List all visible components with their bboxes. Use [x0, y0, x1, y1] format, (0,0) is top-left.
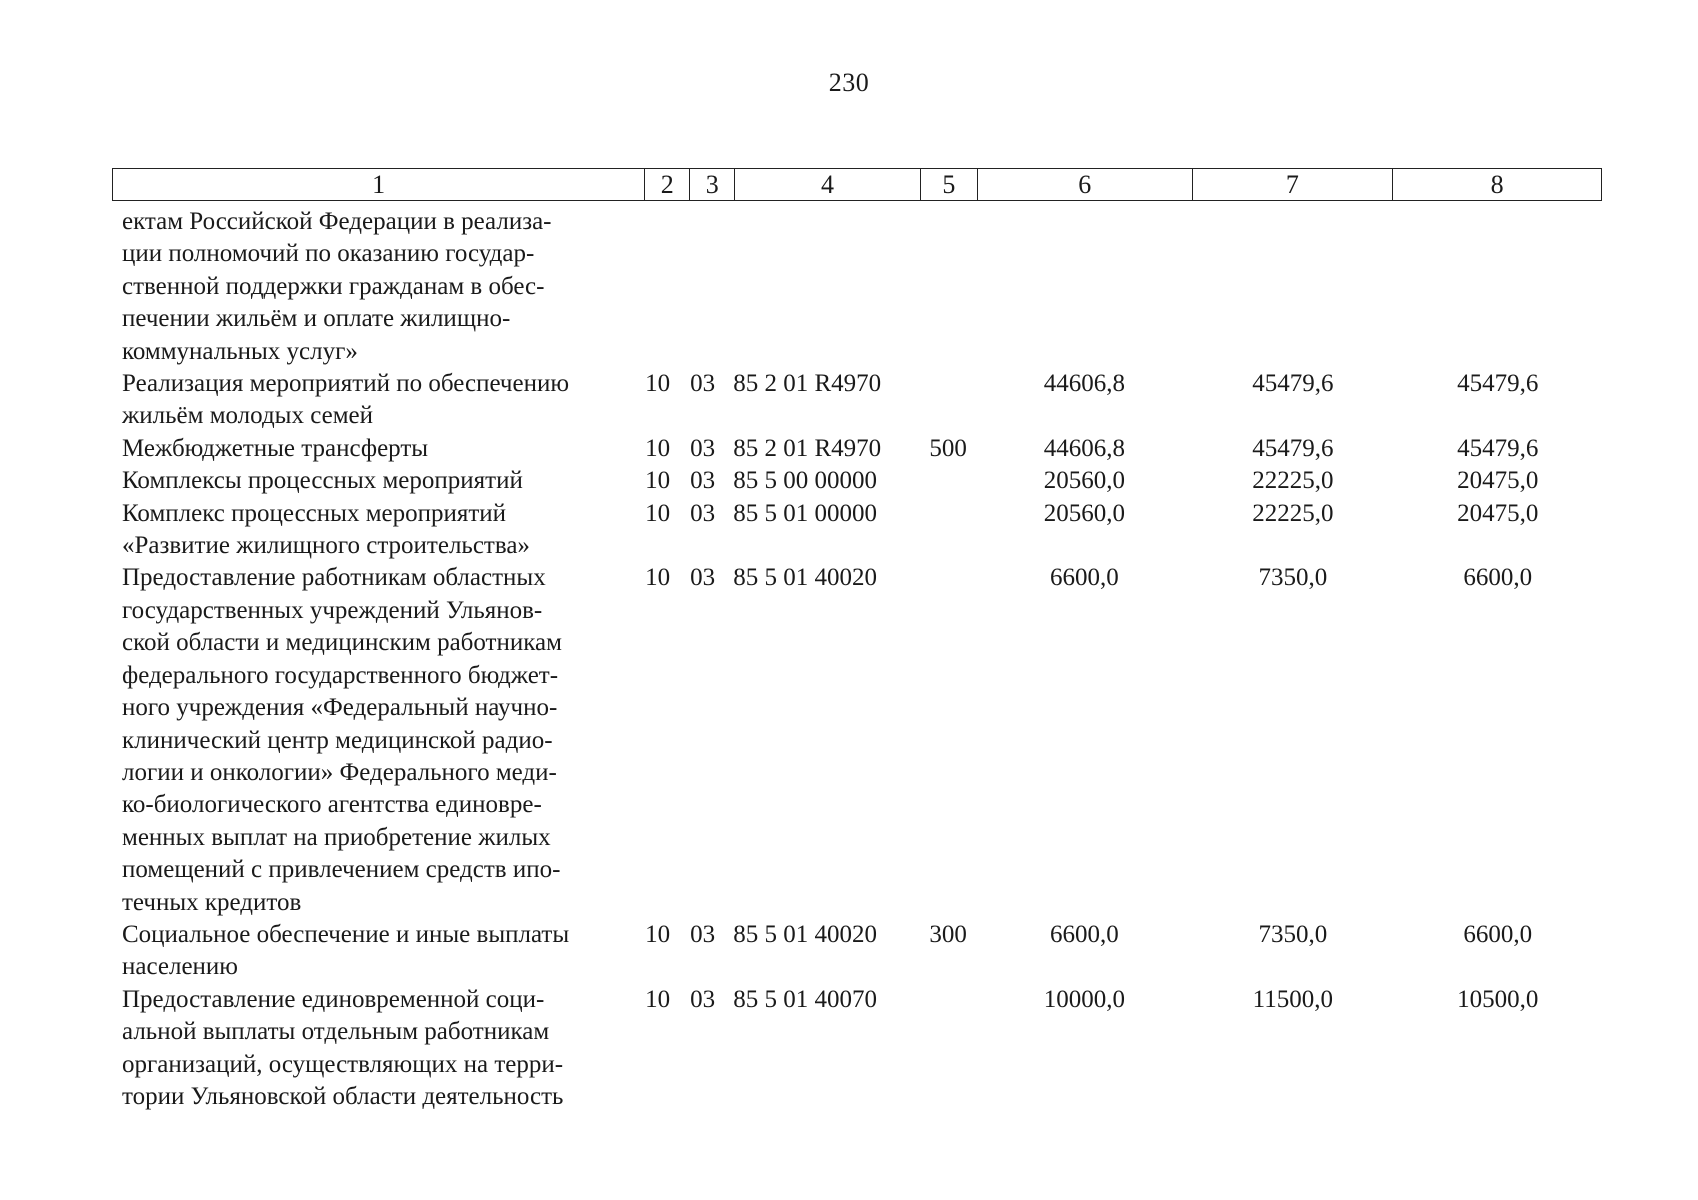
- expense-type-code: 300: [929, 920, 967, 948]
- description-line: клинический центр медицинской радио-: [122, 726, 553, 754]
- description-line: печении жильём и оплате жилищно-: [122, 305, 511, 333]
- description-line: Реализация мероприятий по обеспечению: [122, 370, 570, 398]
- amount-col-6: 6600,0: [1050, 564, 1119, 592]
- subsection-code: 03: [690, 985, 716, 1013]
- subsection-code: 03: [690, 467, 716, 495]
- table-row: [122, 465, 1602, 497]
- column-header-2: 2: [645, 169, 690, 200]
- amount-col-7: 22225,0: [1252, 499, 1334, 527]
- description-line: менных выплат на приобретение жилых: [122, 823, 551, 851]
- row-description: [122, 919, 635, 984]
- description-line: ко-биологического агентства единовре-: [122, 791, 542, 819]
- page-number: 230: [828, 68, 870, 97]
- amount-col-6: 20560,0: [1043, 499, 1126, 527]
- amount-col-6: 44606,8: [1043, 370, 1126, 398]
- table-row: [122, 206, 1602, 368]
- section-code: 10: [645, 499, 671, 527]
- row-description: [122, 562, 635, 918]
- table-row: [122, 433, 1602, 465]
- table-header-row: [112, 168, 1602, 201]
- description-line: населению: [122, 953, 238, 981]
- target-article-code: 85 5 00 00000: [733, 467, 877, 495]
- description-line: Предоставление работникам областных: [122, 564, 546, 592]
- section-code: [635, 206, 680, 368]
- amount-col-8: 45479,6: [1457, 370, 1539, 398]
- column-header-4: 4: [735, 169, 921, 200]
- amount-col-7: 45479,6: [1252, 434, 1334, 462]
- budget-table: [122, 206, 1602, 1113]
- row-description: [122, 433, 635, 465]
- target-article-code: 85 5 01 00000: [733, 499, 877, 527]
- column-header-6: 6: [978, 169, 1193, 200]
- expense-type-code: [920, 498, 977, 563]
- table-row: [122, 498, 1602, 563]
- row-description: [122, 498, 635, 563]
- subsection-code: 03: [690, 370, 716, 398]
- description-line: Межбюджетные трансферты: [122, 434, 429, 462]
- amount-col-7: 7350,0: [1258, 564, 1328, 592]
- amount-col-8: 6600,0: [1463, 564, 1533, 592]
- section-code: 10: [645, 370, 671, 398]
- description-line: Предоставление единовременной соци-: [122, 985, 545, 1013]
- description-line: альной выплаты отдельным работникам: [122, 1018, 550, 1046]
- description-line: жильём молодых семей: [122, 402, 374, 430]
- amount-col-8: 20475,0: [1457, 499, 1539, 527]
- table-row: [122, 562, 1602, 918]
- description-line: ской области и медицинским работникам: [122, 629, 562, 657]
- subsection-code: 03: [690, 564, 716, 592]
- description-line: Социальное обеспечение и иные выплаты: [122, 920, 570, 948]
- description-line: ции полномочий по оказанию государ-: [122, 240, 535, 268]
- description-line: ектам Российской Федерации в реализа-: [122, 208, 552, 235]
- amount-col-8: 20475,0: [1457, 467, 1539, 495]
- amount-col-7: 11500,0: [1252, 985, 1333, 1013]
- description-line: Комплекс процессных мероприятий: [122, 499, 507, 527]
- description-line: тории Ульяновской области деятельность: [122, 1082, 564, 1110]
- column-header-1: 1: [113, 169, 645, 200]
- amount-col-7: 22225,0: [1252, 467, 1334, 495]
- amount-col-6: 10000,0: [1043, 985, 1126, 1013]
- expense-type-code: [920, 368, 977, 433]
- table-row: [122, 368, 1602, 433]
- target-article-code: 85 5 01 40020: [733, 564, 877, 592]
- amount-col-6: [977, 206, 1192, 368]
- section-code: 10: [645, 564, 671, 592]
- row-description: [122, 984, 635, 1114]
- row-description: [122, 368, 635, 433]
- expense-type-code: [920, 206, 977, 368]
- description-line: логии и онкологии» Федерального меди-: [122, 758, 557, 786]
- row-description: [122, 206, 635, 368]
- description-line: Комплексы процессных мероприятий: [122, 467, 523, 495]
- column-header-3: 3: [690, 169, 735, 200]
- amount-col-8: 6600,0: [1463, 920, 1533, 948]
- amount-col-8: 45479,6: [1457, 434, 1539, 462]
- amount-col-7: 45479,6: [1252, 370, 1334, 398]
- amount-col-7: 7350,0: [1258, 920, 1328, 948]
- expense-type-code: 500: [929, 434, 967, 462]
- target-article-code: 85 5 01 40020: [733, 920, 877, 948]
- target-article-code: 85 2 01 R4970: [733, 434, 882, 462]
- column-header-8: 8: [1490, 169, 1504, 199]
- description-line: организаций, осуществляющих на терри-: [122, 1050, 564, 1078]
- target-article-code: 85 2 01 R4970: [733, 370, 882, 398]
- section-code: 10: [645, 467, 671, 495]
- subsection-code: 03: [690, 499, 716, 527]
- subsection-code: [680, 206, 725, 368]
- description-line: коммунальных услуг»: [122, 337, 358, 365]
- column-header-7: 7: [1193, 169, 1394, 200]
- row-description: [122, 465, 635, 497]
- table-row: [122, 919, 1602, 984]
- section-code: 10: [645, 434, 671, 462]
- section-code: 10: [645, 985, 671, 1013]
- description-line: государственных учреждений Ульянов-: [122, 596, 543, 624]
- table-row: [122, 984, 1602, 1114]
- expense-type-code: [920, 984, 977, 1114]
- column-header-5: 5: [921, 169, 978, 200]
- expense-type-code: [920, 562, 977, 918]
- description-line: ного учреждения «Федеральный научно-: [122, 694, 558, 722]
- target-article-code: 85 5 01 40070: [733, 985, 877, 1013]
- section-code: 10: [645, 920, 671, 948]
- amount-col-8: 10500,0: [1457, 985, 1539, 1013]
- expense-type-code: [920, 465, 977, 497]
- amount-col-7: [1192, 206, 1393, 368]
- description-line: ственной поддержки гражданам в обес-: [122, 272, 545, 300]
- amount-col-6: 20560,0: [1043, 467, 1126, 495]
- amount-col-6: 44606,8: [1043, 434, 1126, 462]
- description-line: «Развитие жилищного строительства»: [122, 532, 530, 560]
- description-line: течных кредитов: [122, 888, 302, 916]
- description-line: федерального государственного бюджет-: [122, 661, 559, 689]
- description-line: помещений с привлечением средств ипо-: [122, 856, 561, 884]
- subsection-code: 03: [690, 434, 716, 462]
- amount-col-6: 6600,0: [1050, 920, 1119, 948]
- subsection-code: 03: [690, 920, 716, 948]
- target-article-code: [725, 206, 919, 368]
- amount-col-8: [1394, 206, 1602, 368]
